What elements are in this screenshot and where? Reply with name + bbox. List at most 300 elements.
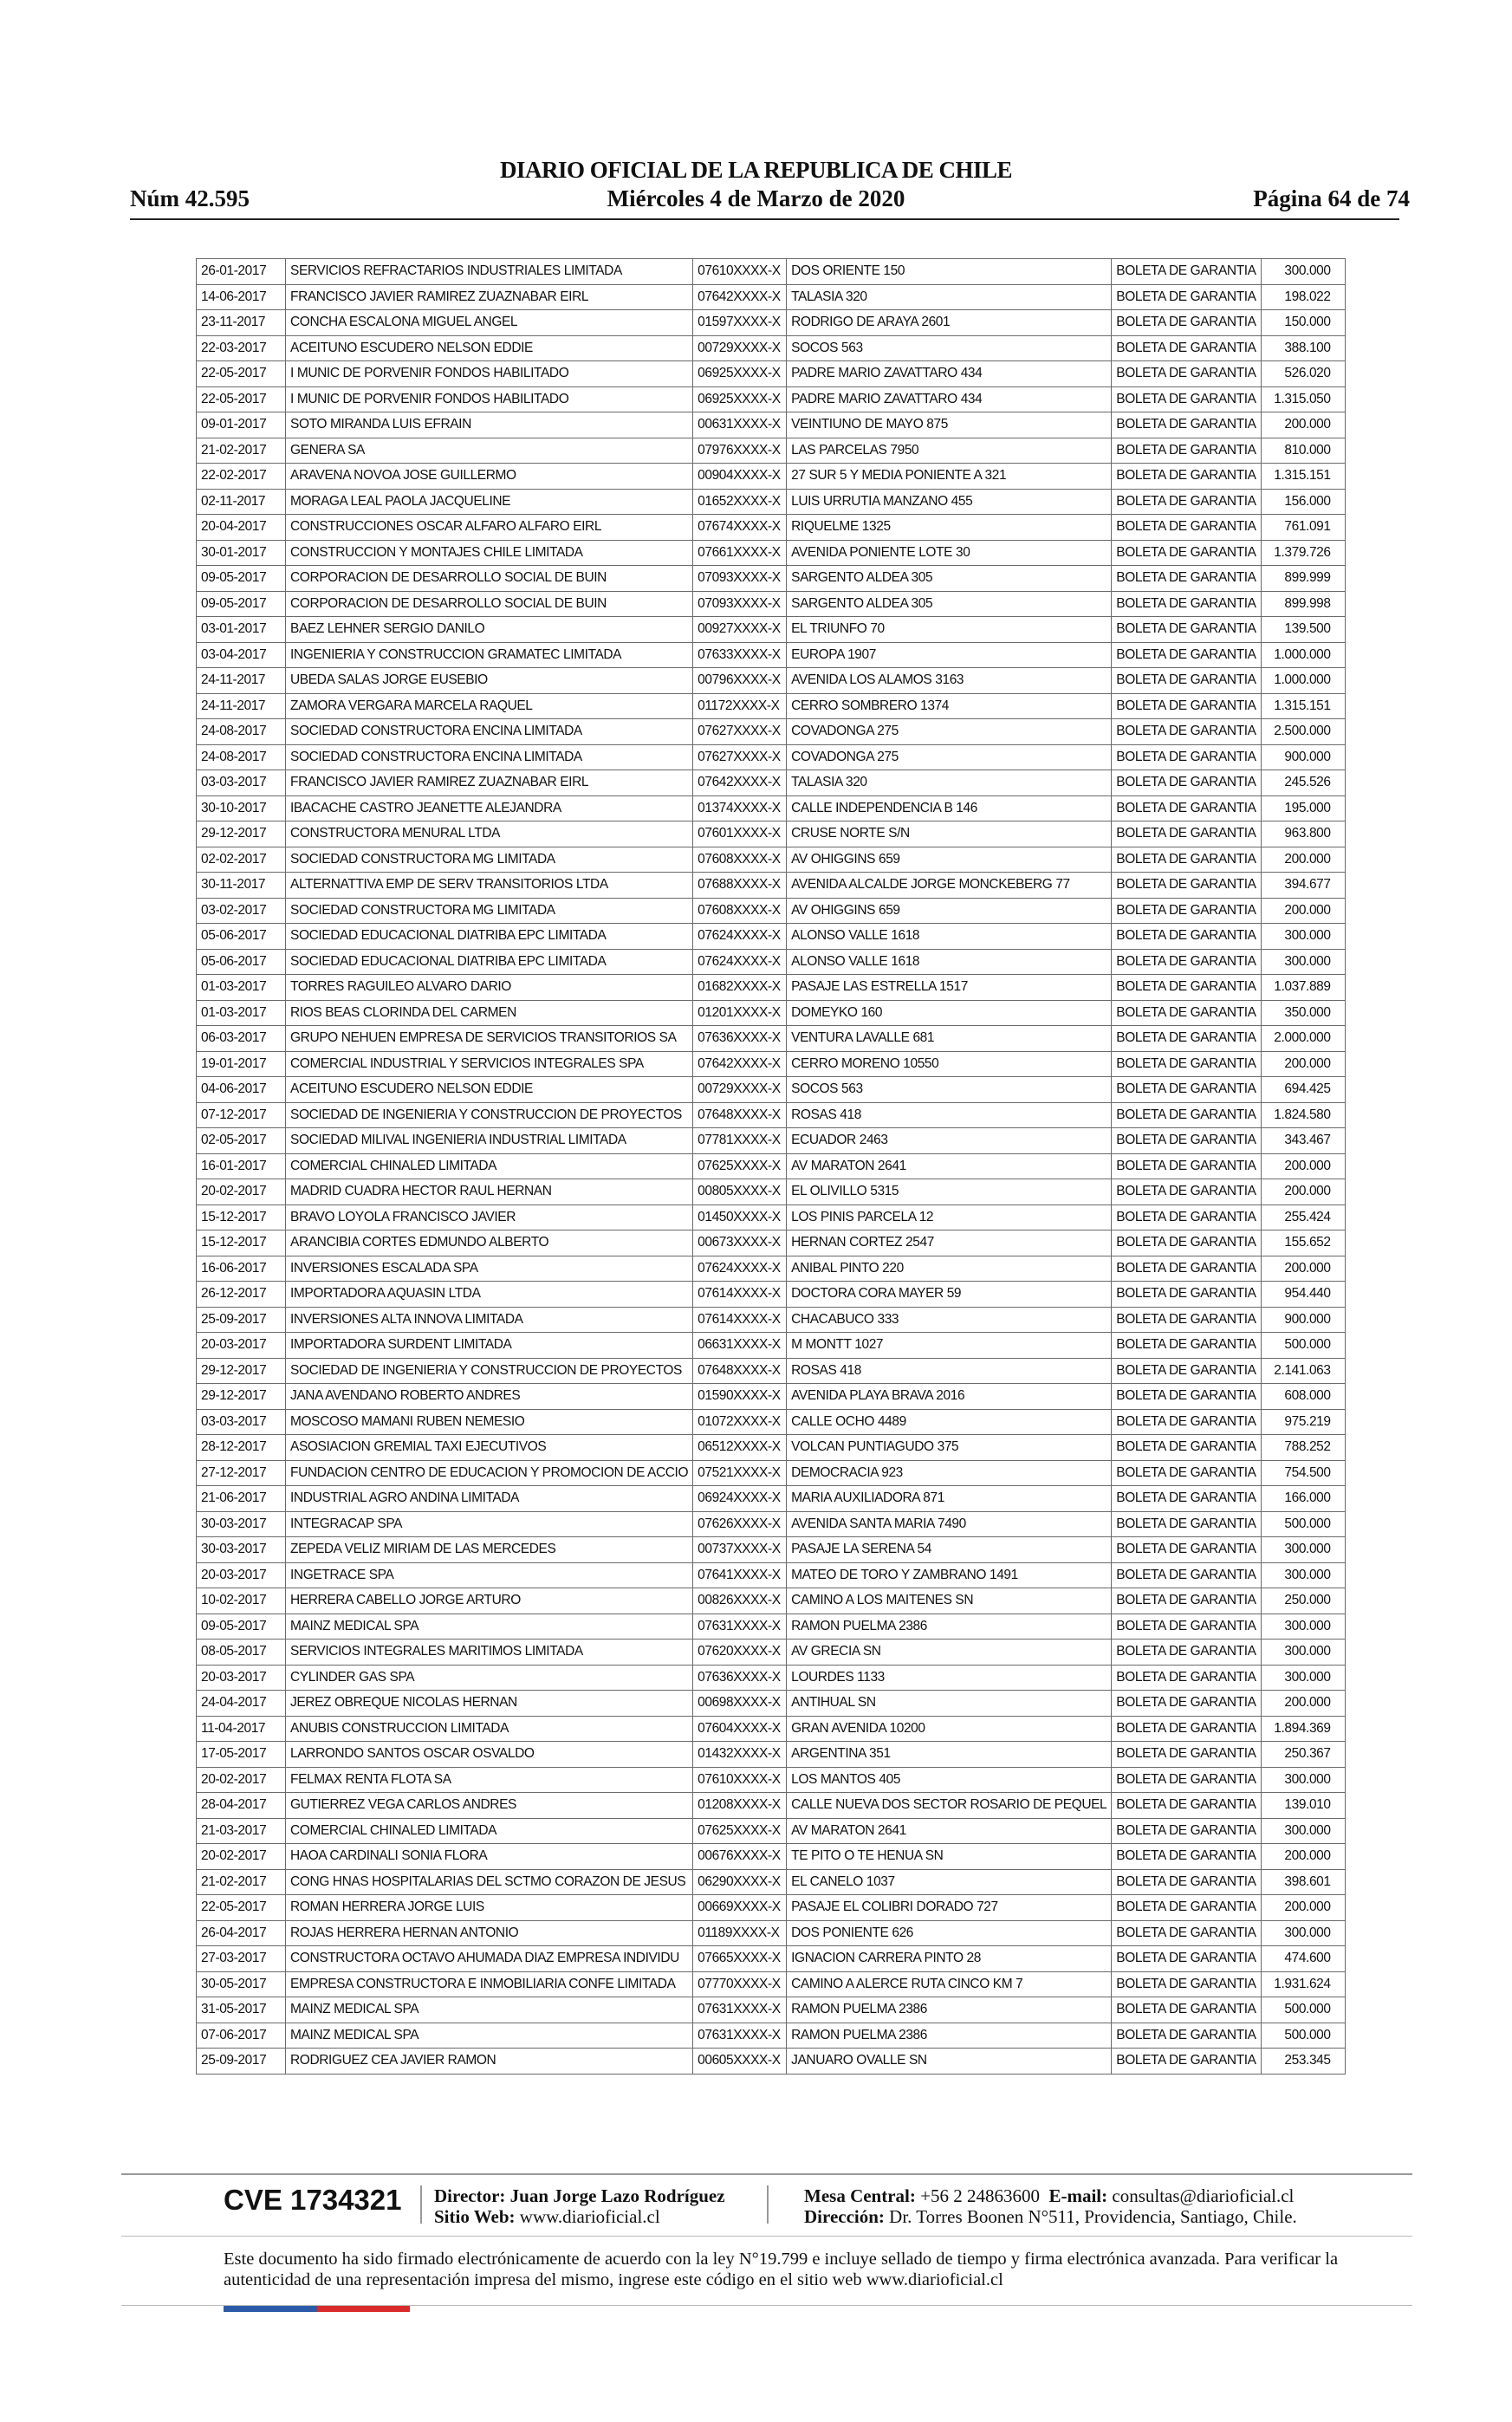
amount-cell: 200.000 bbox=[1261, 412, 1345, 438]
rut-cell: 07626XXXX-X bbox=[693, 1511, 787, 1537]
company-cell: INTEGRACAP SPA bbox=[286, 1511, 693, 1537]
company-cell: SOCIEDAD CONSTRUCTORA MG LIMITADA bbox=[286, 847, 693, 873]
amount-cell: 200.000 bbox=[1261, 1256, 1345, 1282]
date-cell: 30-11-2017 bbox=[197, 873, 286, 899]
document-type-cell: BOLETA DE GARANTIA bbox=[1112, 1920, 1261, 1946]
date-cell: 24-08-2017 bbox=[197, 719, 286, 745]
amount-cell: 694.425 bbox=[1261, 1077, 1345, 1103]
table-row bbox=[197, 386, 1346, 412]
document-type-cell: BOLETA DE GARANTIA bbox=[1112, 1844, 1261, 1870]
amount-cell: 300.000 bbox=[1261, 1818, 1345, 1844]
address-cell: PASAJE LAS ESTRELLA 1517 bbox=[787, 975, 1112, 1001]
company-cell: SOCIEDAD EDUCACIONAL DIATRIBA EPC LIMITADA bbox=[286, 924, 693, 950]
amount-cell: 1.315.151 bbox=[1261, 464, 1345, 490]
company-cell: MAINZ MEDICAL SPA bbox=[286, 1997, 693, 2023]
document-type-cell: BOLETA DE GARANTIA bbox=[1112, 617, 1261, 643]
table-row bbox=[197, 1640, 1346, 1666]
date-cell: 22-02-2017 bbox=[197, 464, 286, 490]
amount-cell: 975.219 bbox=[1261, 1409, 1345, 1435]
table-row bbox=[197, 1716, 1346, 1742]
document-type-cell: BOLETA DE GARANTIA bbox=[1112, 1307, 1261, 1333]
company-cell: RIOS BEAS CLORINDA DEL CARMEN bbox=[286, 1000, 693, 1026]
amount-cell: 1.931.624 bbox=[1261, 1971, 1345, 1997]
amount-cell: 526.020 bbox=[1261, 361, 1345, 387]
company-cell: INVERSIONES ESCALADA SPA bbox=[286, 1256, 693, 1282]
amount-cell: 166.000 bbox=[1261, 1486, 1345, 1512]
amount-cell: 388.100 bbox=[1261, 335, 1345, 361]
company-cell: FRANCISCO JAVIER RAMIREZ ZUAZNABAR EIRL bbox=[286, 284, 693, 310]
date-cell: 20-02-2017 bbox=[197, 1767, 286, 1793]
issue-number: Núm 42.595 bbox=[130, 185, 250, 211]
document-type-cell: BOLETA DE GARANTIA bbox=[1112, 847, 1261, 873]
amount-cell: 1.315.050 bbox=[1261, 386, 1345, 412]
address-cell: 27 SUR 5 Y MEDIA PONIENTE A 321 bbox=[787, 464, 1112, 490]
company-cell: BRAVO LOYOLA FRANCISCO JAVIER bbox=[286, 1205, 693, 1230]
date-cell: 20-04-2017 bbox=[197, 515, 286, 541]
rut-cell: 07625XXXX-X bbox=[693, 1818, 787, 1844]
date-cell: 14-06-2017 bbox=[197, 284, 286, 310]
company-cell: SOCIEDAD EDUCACIONAL DIATRIBA EPC LIMITADA bbox=[286, 949, 693, 975]
amount-cell: 899.999 bbox=[1261, 566, 1345, 592]
date-cell: 11-04-2017 bbox=[197, 1716, 286, 1742]
company-cell: SOCIEDAD CONSTRUCTORA ENCINA LIMITADA bbox=[286, 744, 693, 770]
amount-cell: 198.022 bbox=[1261, 284, 1345, 310]
date-cell: 25-09-2017 bbox=[197, 2049, 286, 2075]
company-cell: GRUPO NEHUEN EMPRESA DE SERVICIOS TRANSITORIOS SA bbox=[286, 1026, 693, 1052]
document-type-cell: BOLETA DE GARANTIA bbox=[1112, 2023, 1261, 2049]
address-cell: M MONTT 1027 bbox=[787, 1333, 1112, 1359]
table-row bbox=[197, 1486, 1346, 1512]
date-cell: 02-05-2017 bbox=[197, 1128, 286, 1154]
address-text: Dr. Torres Boonen N°511, Providencia, Santiago, Chile. bbox=[889, 2206, 1297, 2227]
rut-cell: 00729XXXX-X bbox=[693, 335, 787, 361]
company-cell: JEREZ OBREQUE NICOLAS HERNAN bbox=[286, 1691, 693, 1717]
amount-cell: 343.467 bbox=[1261, 1128, 1345, 1154]
date-cell: 27-03-2017 bbox=[197, 1946, 286, 1972]
document-type-cell: BOLETA DE GARANTIA bbox=[1112, 898, 1261, 924]
table-row bbox=[197, 1844, 1346, 1870]
document-type-cell: BOLETA DE GARANTIA bbox=[1112, 770, 1261, 796]
address-cell: LOURDES 1133 bbox=[787, 1665, 1112, 1691]
amount-cell: 761.091 bbox=[1261, 515, 1345, 541]
rut-cell: 07781XXXX-X bbox=[693, 1128, 787, 1154]
address-cell: AVENIDA LOS ALAMOS 3163 bbox=[787, 668, 1112, 694]
document-type-cell: BOLETA DE GARANTIA bbox=[1112, 1640, 1261, 1666]
document-type-cell: BOLETA DE GARANTIA bbox=[1112, 1997, 1261, 2023]
amount-cell: 1.824.580 bbox=[1261, 1102, 1345, 1128]
table-row bbox=[197, 1767, 1346, 1793]
amount-cell: 2.141.063 bbox=[1261, 1358, 1345, 1384]
amount-cell: 474.600 bbox=[1261, 1946, 1345, 1972]
table-row bbox=[197, 1282, 1346, 1308]
rut-cell: 07620XXXX-X bbox=[693, 1640, 787, 1666]
amount-cell: 1.379.726 bbox=[1261, 540, 1345, 566]
document-type-cell: BOLETA DE GARANTIA bbox=[1112, 464, 1261, 490]
rut-cell: 06290XXXX-X bbox=[693, 1869, 787, 1895]
date-cell: 24-11-2017 bbox=[197, 668, 286, 694]
company-cell: CYLINDER GAS SPA bbox=[286, 1665, 693, 1691]
rut-cell: 07631XXXX-X bbox=[693, 2023, 787, 2049]
date-cell: 24-08-2017 bbox=[197, 744, 286, 770]
rut-cell: 07627XXXX-X bbox=[693, 744, 787, 770]
document-type-cell: BOLETA DE GARANTIA bbox=[1112, 1409, 1261, 1435]
company-cell: SERVICIOS REFRACTARIOS INDUSTRIALES LIMITADA bbox=[286, 259, 693, 285]
company-cell: ARANCIBIA CORTES EDMUNDO ALBERTO bbox=[286, 1230, 693, 1256]
amount-cell: 200.000 bbox=[1261, 1153, 1345, 1179]
table-row bbox=[197, 540, 1346, 566]
company-cell: GENERA SA bbox=[286, 438, 693, 464]
document-type-cell: BOLETA DE GARANTIA bbox=[1112, 1614, 1261, 1640]
document-type-cell: BOLETA DE GARANTIA bbox=[1112, 412, 1261, 438]
company-cell: CONSTRUCTORA MENURAL LTDA bbox=[286, 821, 693, 847]
document-type-cell: BOLETA DE GARANTIA bbox=[1112, 1384, 1261, 1410]
company-cell: FUNDACION CENTRO DE EDUCACION Y PROMOCION DE ACCIO bbox=[286, 1460, 693, 1486]
company-cell: UBEDA SALAS JORGE EUSEBIO bbox=[286, 668, 693, 694]
company-cell: SOCIEDAD CONSTRUCTORA ENCINA LIMITADA bbox=[286, 719, 693, 745]
rut-cell: 07610XXXX-X bbox=[693, 259, 787, 285]
date-cell: 29-12-2017 bbox=[197, 821, 286, 847]
document-type-cell: BOLETA DE GARANTIA bbox=[1112, 1205, 1261, 1230]
address-cell: ANTIHUAL SN bbox=[787, 1691, 1112, 1717]
rut-cell: 01189XXXX-X bbox=[693, 1920, 787, 1946]
table-body bbox=[197, 259, 1346, 2075]
date-cell: 20-03-2017 bbox=[197, 1333, 286, 1359]
table-row bbox=[197, 2049, 1346, 2075]
date-cell: 09-05-2017 bbox=[197, 1614, 286, 1640]
company-cell: MAINZ MEDICAL SPA bbox=[286, 1614, 693, 1640]
date-cell: 16-06-2017 bbox=[197, 1256, 286, 1282]
address-cell: AV OHIGGINS 659 bbox=[787, 898, 1112, 924]
table-row bbox=[197, 591, 1346, 617]
table-row bbox=[197, 1409, 1346, 1435]
date-cell: 22-05-2017 bbox=[197, 1895, 286, 1921]
date-cell: 09-05-2017 bbox=[197, 591, 286, 617]
rut-cell: 07642XXXX-X bbox=[693, 1051, 787, 1077]
footer-separator bbox=[420, 2185, 422, 2224]
table-row bbox=[197, 1384, 1346, 1410]
document-type-cell: BOLETA DE GARANTIA bbox=[1112, 1665, 1261, 1691]
rut-cell: 01208XXXX-X bbox=[693, 1793, 787, 1819]
table-row bbox=[197, 744, 1346, 770]
amount-cell: 300.000 bbox=[1261, 1767, 1345, 1793]
amount-cell: 1.894.369 bbox=[1261, 1716, 1345, 1742]
company-cell: ARAVENA NOVOA JOSE GUILLERMO bbox=[286, 464, 693, 490]
document-type-cell: BOLETA DE GARANTIA bbox=[1112, 438, 1261, 464]
address-cell: EL TRIUNFO 70 bbox=[787, 617, 1112, 643]
date-cell: 03-03-2017 bbox=[197, 770, 286, 796]
company-cell: CORPORACION DE DESARROLLO SOCIAL DE BUIN bbox=[286, 566, 693, 592]
table-row bbox=[197, 1256, 1346, 1282]
rut-cell: 01432XXXX-X bbox=[693, 1742, 787, 1768]
amount-cell: 155.652 bbox=[1261, 1230, 1345, 1256]
document-type-cell: BOLETA DE GARANTIA bbox=[1112, 540, 1261, 566]
company-cell: FRANCISCO JAVIER RAMIREZ ZUAZNABAR EIRL bbox=[286, 770, 693, 796]
company-cell: HAOA CARDINALI SONIA FLORA bbox=[286, 1844, 693, 1870]
rut-cell: 07633XXXX-X bbox=[693, 642, 787, 668]
address-cell: RODRIGO DE ARAYA 2601 bbox=[787, 310, 1112, 336]
rut-cell: 07642XXXX-X bbox=[693, 284, 787, 310]
rut-cell: 07636XXXX-X bbox=[693, 1665, 787, 1691]
date-cell: 30-10-2017 bbox=[197, 795, 286, 821]
amount-cell: 900.000 bbox=[1261, 1307, 1345, 1333]
rut-cell: 00605XXXX-X bbox=[693, 2049, 787, 2075]
rut-cell: 00904XXXX-X bbox=[693, 464, 787, 490]
document-type-cell: BOLETA DE GARANTIA bbox=[1112, 489, 1261, 515]
company-cell: IBACACHE CASTRO JEANETTE ALEJANDRA bbox=[286, 795, 693, 821]
company-cell: ROJAS HERRERA HERNAN ANTONIO bbox=[286, 1920, 693, 1946]
address-cell: CAMINO A ALERCE RUTA CINCO KM 7 bbox=[787, 1971, 1112, 1997]
address-cell: AVENIDA PLAYA BRAVA 2016 bbox=[787, 1384, 1112, 1410]
table-row bbox=[197, 284, 1346, 310]
rut-cell: 07625XXXX-X bbox=[693, 1153, 787, 1179]
amount-cell: 200.000 bbox=[1261, 1844, 1345, 1870]
amount-cell: 954.440 bbox=[1261, 1282, 1345, 1308]
company-cell: INGETRACE SPA bbox=[286, 1562, 693, 1588]
company-cell: I MUNIC DE PORVENIR FONDOS HABILITADO bbox=[286, 361, 693, 387]
date-cell: 03-02-2017 bbox=[197, 898, 286, 924]
rut-cell: 01597XXXX-X bbox=[693, 310, 787, 336]
rut-cell: 07636XXXX-X bbox=[693, 1026, 787, 1052]
address-cell: CERRO MORENO 10550 bbox=[787, 1051, 1112, 1077]
amount-cell: 300.000 bbox=[1261, 259, 1345, 285]
rut-cell: 00737XXXX-X bbox=[693, 1537, 787, 1563]
rut-cell: 00805XXXX-X bbox=[693, 1179, 787, 1205]
address-cell: VEINTIUNO DE MAYO 875 bbox=[787, 412, 1112, 438]
rut-cell: 01072XXXX-X bbox=[693, 1409, 787, 1435]
document-type-cell: BOLETA DE GARANTIA bbox=[1112, 1051, 1261, 1077]
document-type-cell: BOLETA DE GARANTIA bbox=[1112, 924, 1261, 950]
rut-cell: 07610XXXX-X bbox=[693, 1767, 787, 1793]
amount-cell: 300.000 bbox=[1261, 1537, 1345, 1563]
address-cell: VENTURA LAVALLE 681 bbox=[787, 1026, 1112, 1052]
amount-cell: 300.000 bbox=[1261, 1562, 1345, 1588]
document-type-cell: BOLETA DE GARANTIA bbox=[1112, 1230, 1261, 1256]
cve-code: CVE 1734321 bbox=[224, 2184, 402, 2216]
company-cell: SOCIEDAD DE INGENIERIA Y CONSTRUCCION DE PROYECTOS bbox=[286, 1358, 693, 1384]
amount-cell: 500.000 bbox=[1261, 2023, 1345, 2049]
company-cell: RODRIGUEZ CEA JAVIER RAMON bbox=[286, 2049, 693, 2075]
amount-cell: 608.000 bbox=[1261, 1384, 1345, 1410]
table-row bbox=[197, 1205, 1346, 1230]
footer-divider bbox=[121, 2173, 1412, 2175]
amount-cell: 350.000 bbox=[1261, 1000, 1345, 1026]
date-cell: 20-03-2017 bbox=[197, 1665, 286, 1691]
date-cell: 03-01-2017 bbox=[197, 617, 286, 643]
rut-cell: 07614XXXX-X bbox=[693, 1307, 787, 1333]
rut-cell: 07688XXXX-X bbox=[693, 873, 787, 899]
table-row bbox=[197, 1742, 1346, 1768]
date-cell: 31-05-2017 bbox=[197, 1997, 286, 2023]
document-type-cell: BOLETA DE GARANTIA bbox=[1112, 1460, 1261, 1486]
rut-cell: 07093XXXX-X bbox=[693, 566, 787, 592]
rut-cell: 07624XXXX-X bbox=[693, 1256, 787, 1282]
address-cell: EL OLIVILLO 5315 bbox=[787, 1179, 1112, 1205]
table-row bbox=[197, 1153, 1346, 1179]
company-cell: SOCIEDAD MILIVAL INGENIERIA INDUSTRIAL LIMITADA bbox=[286, 1128, 693, 1154]
amount-cell: 900.000 bbox=[1261, 744, 1345, 770]
address-cell: EUROPA 1907 bbox=[787, 642, 1112, 668]
document-type-cell: BOLETA DE GARANTIA bbox=[1112, 1435, 1261, 1461]
company-cell: ACEITUNO ESCUDERO NELSON EDDIE bbox=[286, 335, 693, 361]
date-cell: 30-03-2017 bbox=[197, 1511, 286, 1537]
address-cell: ROSAS 418 bbox=[787, 1102, 1112, 1128]
date-cell: 29-12-2017 bbox=[197, 1358, 286, 1384]
address-cell: HERNAN CORTEZ 2547 bbox=[787, 1230, 1112, 1256]
amount-cell: 500.000 bbox=[1261, 1333, 1345, 1359]
address-cell: COVADONGA 275 bbox=[787, 719, 1112, 745]
newspaper-title: DIARIO OFICIAL DE LA REPUBLICA DE CHILE bbox=[499, 157, 1013, 183]
web-link[interactable]: www.diarioficial.cl bbox=[519, 2206, 660, 2227]
date-cell: 17-05-2017 bbox=[197, 1742, 286, 1768]
rut-cell: 07641XXXX-X bbox=[693, 1562, 787, 1588]
rut-cell: 07661XXXX-X bbox=[693, 540, 787, 566]
amount-cell: 394.677 bbox=[1261, 873, 1345, 899]
company-cell: GUTIERREZ VEGA CARLOS ANDRES bbox=[286, 1793, 693, 1819]
issue-date: Miércoles 4 de Marzo de 2020 bbox=[607, 185, 905, 211]
address-cell: PADRE MARIO ZAVATTARO 434 bbox=[787, 361, 1112, 387]
company-cell: HERRERA CABELLO JORGE ARTURO bbox=[286, 1588, 693, 1614]
rut-cell: 01652XXXX-X bbox=[693, 489, 787, 515]
rut-cell: 07976XXXX-X bbox=[693, 438, 787, 464]
rut-cell: 07631XXXX-X bbox=[693, 1997, 787, 2023]
company-cell: CONSTRUCTORA OCTAVO AHUMADA DIAZ EMPRESA INDIVIDU bbox=[286, 1946, 693, 1972]
table-row bbox=[197, 1128, 1346, 1154]
amount-cell: 1.037.889 bbox=[1261, 975, 1345, 1001]
guarantee-table bbox=[196, 258, 1346, 2075]
amount-cell: 500.000 bbox=[1261, 1997, 1345, 2023]
table-row bbox=[197, 1537, 1346, 1563]
address-cell: AVENIDA SANTA MARIA 7490 bbox=[787, 1511, 1112, 1537]
table-row bbox=[197, 1665, 1346, 1691]
address-cell: ARGENTINA 351 bbox=[787, 1742, 1112, 1768]
director-info bbox=[434, 2185, 725, 2227]
document-type-cell: BOLETA DE GARANTIA bbox=[1112, 591, 1261, 617]
rut-cell: 00698XXXX-X bbox=[693, 1691, 787, 1717]
amount-cell: 899.998 bbox=[1261, 591, 1345, 617]
table-row bbox=[197, 1971, 1346, 1997]
table-row bbox=[197, 1691, 1346, 1717]
table-row bbox=[197, 1230, 1346, 1256]
date-cell: 09-01-2017 bbox=[197, 412, 286, 438]
amount-cell: 200.000 bbox=[1261, 1691, 1345, 1717]
table-row bbox=[197, 464, 1346, 490]
address-cell: EL CANELO 1037 bbox=[787, 1869, 1112, 1895]
table-row bbox=[197, 1895, 1346, 1921]
date-cell: 02-11-2017 bbox=[197, 489, 286, 515]
rut-cell: 00796XXXX-X bbox=[693, 668, 787, 694]
address-cell: AV MARATON 2641 bbox=[787, 1818, 1112, 1844]
amount-cell: 1.000.000 bbox=[1261, 642, 1345, 668]
address-cell: CAMINO A LOS MAITENES SN bbox=[787, 1588, 1112, 1614]
address-cell: TALASIA 320 bbox=[787, 284, 1112, 310]
document-type-cell: BOLETA DE GARANTIA bbox=[1112, 1793, 1261, 1819]
address-cell: DEMOCRACIA 923 bbox=[787, 1460, 1112, 1486]
rut-cell: 00826XXXX-X bbox=[693, 1588, 787, 1614]
company-cell: INDUSTRIAL AGRO ANDINA LIMITADA bbox=[286, 1486, 693, 1512]
company-cell: ASOSIACION GREMIAL TAXI EJECUTIVOS bbox=[286, 1435, 693, 1461]
document-type-cell: BOLETA DE GARANTIA bbox=[1112, 1256, 1261, 1282]
document-type-cell: BOLETA DE GARANTIA bbox=[1112, 1026, 1261, 1052]
date-cell: 22-05-2017 bbox=[197, 386, 286, 412]
table-row bbox=[197, 1102, 1346, 1128]
company-cell: BAEZ LEHNER SERGIO DANILO bbox=[286, 617, 693, 643]
date-cell: 07-06-2017 bbox=[197, 2023, 286, 2049]
date-cell: 23-11-2017 bbox=[197, 310, 286, 336]
amount-cell: 150.000 bbox=[1261, 310, 1345, 336]
email-label: E-mail: bbox=[1048, 2185, 1108, 2206]
amount-cell: 300.000 bbox=[1261, 1920, 1345, 1946]
amount-cell: 255.424 bbox=[1261, 1205, 1345, 1230]
amount-cell: 1.000.000 bbox=[1261, 668, 1345, 694]
company-cell: TORRES RAGUILEO ALVARO DARIO bbox=[286, 975, 693, 1001]
company-cell: SOCIEDAD DE INGENIERIA Y CONSTRUCCION DE PROYECTOS bbox=[286, 1102, 693, 1128]
document-type-cell: BOLETA DE GARANTIA bbox=[1112, 284, 1261, 310]
document-type-cell: BOLETA DE GARANTIA bbox=[1112, 1000, 1261, 1026]
document-type-cell: BOLETA DE GARANTIA bbox=[1112, 821, 1261, 847]
document-type-cell: BOLETA DE GARANTIA bbox=[1112, 975, 1261, 1001]
rut-cell: 06512XXXX-X bbox=[693, 1435, 787, 1461]
rut-cell: 07624XXXX-X bbox=[693, 924, 787, 950]
date-cell: 03-03-2017 bbox=[197, 1409, 286, 1435]
table-row bbox=[197, 1460, 1346, 1486]
date-cell: 01-03-2017 bbox=[197, 975, 286, 1001]
amount-cell: 200.000 bbox=[1261, 847, 1345, 873]
document-type-cell: BOLETA DE GARANTIA bbox=[1112, 1562, 1261, 1588]
company-cell: MORAGA LEAL PAOLA JACQUELINE bbox=[286, 489, 693, 515]
table-row bbox=[197, 1997, 1346, 2023]
table-row bbox=[197, 1511, 1346, 1537]
director-name: Juan Jorge Lazo Rodríguez bbox=[509, 2185, 725, 2206]
email-link[interactable]: consultas@diarioficial.cl bbox=[1112, 2185, 1295, 2206]
mesa-label: Mesa Central: bbox=[804, 2185, 916, 2206]
address-cell: LAS PARCELAS 7950 bbox=[787, 438, 1112, 464]
date-cell: 06-03-2017 bbox=[197, 1026, 286, 1052]
address-cell: TE PITO O TE HENUA SN bbox=[787, 1844, 1112, 1870]
date-cell: 15-12-2017 bbox=[197, 1230, 286, 1256]
document-type-cell: BOLETA DE GARANTIA bbox=[1112, 1818, 1261, 1844]
rut-cell: 07770XXXX-X bbox=[693, 1971, 787, 1997]
table-row bbox=[197, 1026, 1346, 1052]
document-type-cell: BOLETA DE GARANTIA bbox=[1112, 386, 1261, 412]
rut-cell: 07631XXXX-X bbox=[693, 1614, 787, 1640]
contact-info bbox=[804, 2185, 1297, 2227]
company-cell: ZAMORA VERGARA MARCELA RAQUEL bbox=[286, 693, 693, 719]
amount-cell: 250.000 bbox=[1261, 1588, 1345, 1614]
company-cell: CONSTRUCCION Y MONTAJES CHILE LIMITADA bbox=[286, 540, 693, 566]
company-cell: ZEPEDA VELIZ MIRIAM DE LAS MERCEDES bbox=[286, 1537, 693, 1563]
table-row bbox=[197, 975, 1346, 1001]
address-label: Dirección: bbox=[804, 2206, 885, 2227]
table-row bbox=[197, 1358, 1346, 1384]
date-cell: 26-04-2017 bbox=[197, 1920, 286, 1946]
web-label: Sitio Web: bbox=[434, 2206, 516, 2227]
document-type-cell: BOLETA DE GARANTIA bbox=[1112, 1358, 1261, 1384]
address-cell: CERRO SOMBRERO 1374 bbox=[787, 693, 1112, 719]
document-type-cell: BOLETA DE GARANTIA bbox=[1112, 2049, 1261, 2075]
date-cell: 07-12-2017 bbox=[197, 1102, 286, 1128]
amount-cell: 810.000 bbox=[1261, 438, 1345, 464]
document-type-cell: BOLETA DE GARANTIA bbox=[1112, 1128, 1261, 1154]
address-cell: CALLE OCHO 4489 bbox=[787, 1409, 1112, 1435]
document-type-cell: BOLETA DE GARANTIA bbox=[1112, 719, 1261, 745]
date-cell: 25-09-2017 bbox=[197, 1307, 286, 1333]
amount-cell: 754.500 bbox=[1261, 1460, 1345, 1486]
address-cell: DOMEYKO 160 bbox=[787, 1000, 1112, 1026]
table-row bbox=[197, 2023, 1346, 2049]
table-row bbox=[197, 566, 1346, 592]
date-cell: 09-05-2017 bbox=[197, 566, 286, 592]
company-cell: MADRID CUADRA HECTOR RAUL HERNAN bbox=[286, 1179, 693, 1205]
